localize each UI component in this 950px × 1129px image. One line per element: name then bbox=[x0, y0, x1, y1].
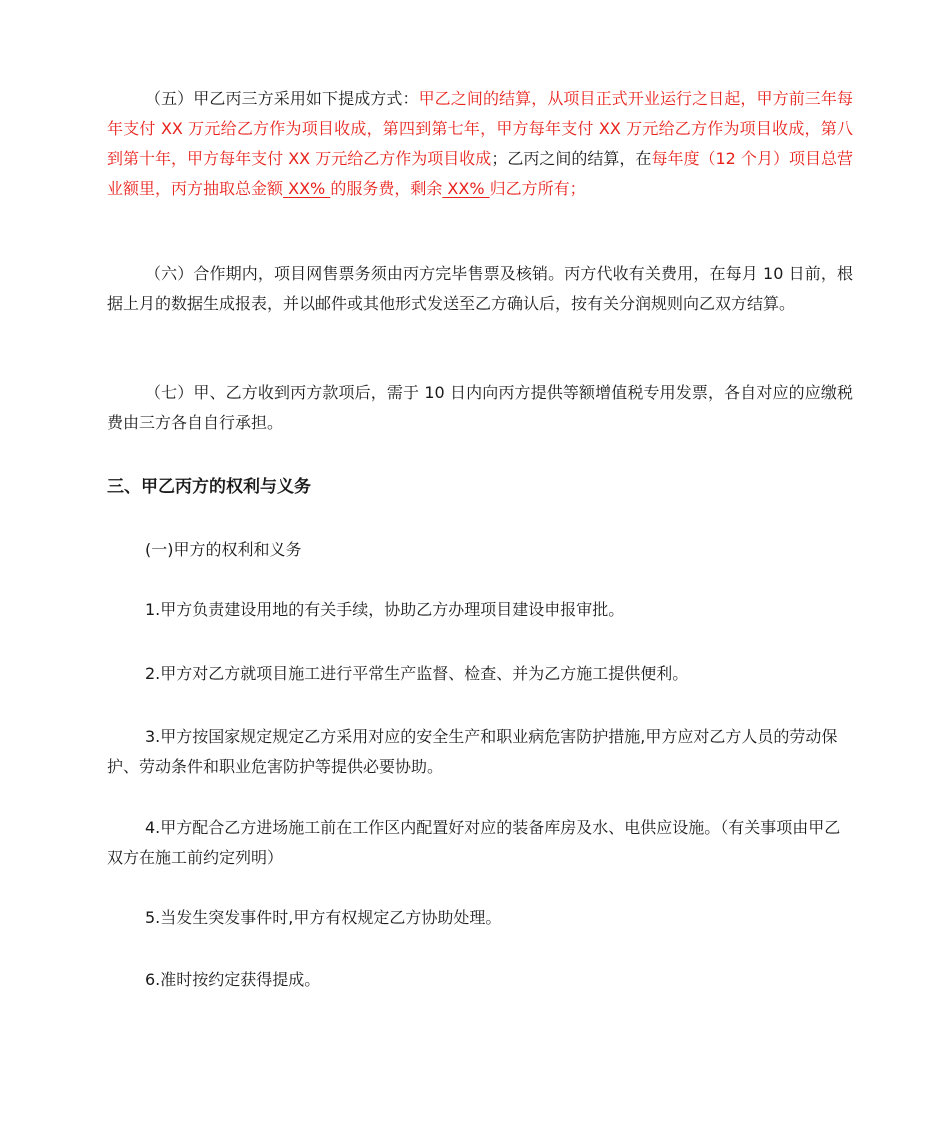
para5-red-3: 的服务费，剩余 bbox=[330, 179, 443, 198]
list-item: 1.甲方负责建设用地的有关手续，协助乙方办理项目建设申报审批。 bbox=[145, 600, 625, 619]
para5-percent-1: XX% bbox=[283, 179, 331, 198]
list-item: 6.准时按约定获得提成。 bbox=[145, 970, 321, 989]
list-item: 4.甲方配合乙方进场施工前在工作区内配置好对应的装备库房及水、电供应设施。（有关事项由甲乙双方在施工前约定列明） bbox=[107, 818, 841, 867]
para5-lead: （五）甲乙丙三方采用如下提成方式： bbox=[145, 89, 419, 108]
para5-red-1: 甲乙之间的结算，从项目正式开业运行之日起，甲方前三年每年支付 XX 万元给乙方作为项目收成，第四到第七年，甲方每年支付 XX 万元给乙方作为项目收成，第八到第十年，甲方每年支付 XX 万元给乙方作为项目收成 bbox=[107, 89, 853, 168]
section-3-heading: 三、甲乙丙方的权利与义务 bbox=[107, 477, 311, 497]
para5-red-4: 归乙方所有； bbox=[489, 179, 586, 198]
list-item: 3.甲方按国家规定规定乙方采用对应的安全生产和职业病危害防护措施,甲方应对乙方人员的劳动保护、劳动条件和职业危害防护等提供必要协助。 bbox=[107, 727, 838, 776]
para5-mid: ；乙丙之间的结算，在 bbox=[491, 149, 652, 168]
list-item: 2.甲方对乙方就项目施工进行平常生产监督、检查、并为乙方施工提供便利。 bbox=[145, 664, 689, 683]
paragraph-5 bbox=[107, 84, 853, 204]
para5-percent-2: XX% bbox=[442, 179, 490, 198]
para5-red-2: 每年度（12 个月）项目总营业额里，丙方抽取总金额 bbox=[107, 149, 853, 198]
list-item: 5.当发生突发事件时,甲方有权规定乙方协助处理。 bbox=[145, 908, 502, 927]
paragraph-7: （七）甲、乙方收到丙方款项后，需于 10 日内向丙方提供等额增值税专用发票，各自对应的应缴税费由三方各自自行承担。 bbox=[107, 383, 853, 432]
paragraph-6: （六）合作期内，项目网售票务须由丙方完毕售票及核销。丙方代收有关费用，在每月 10 日前，根据上月的数据生成报表，并以邮件或其他形式发送至乙方确认后，按有关分润规则向乙双方结算。 bbox=[107, 264, 853, 313]
subsection-1-heading: (一)甲方的权利和义务 bbox=[145, 540, 302, 559]
